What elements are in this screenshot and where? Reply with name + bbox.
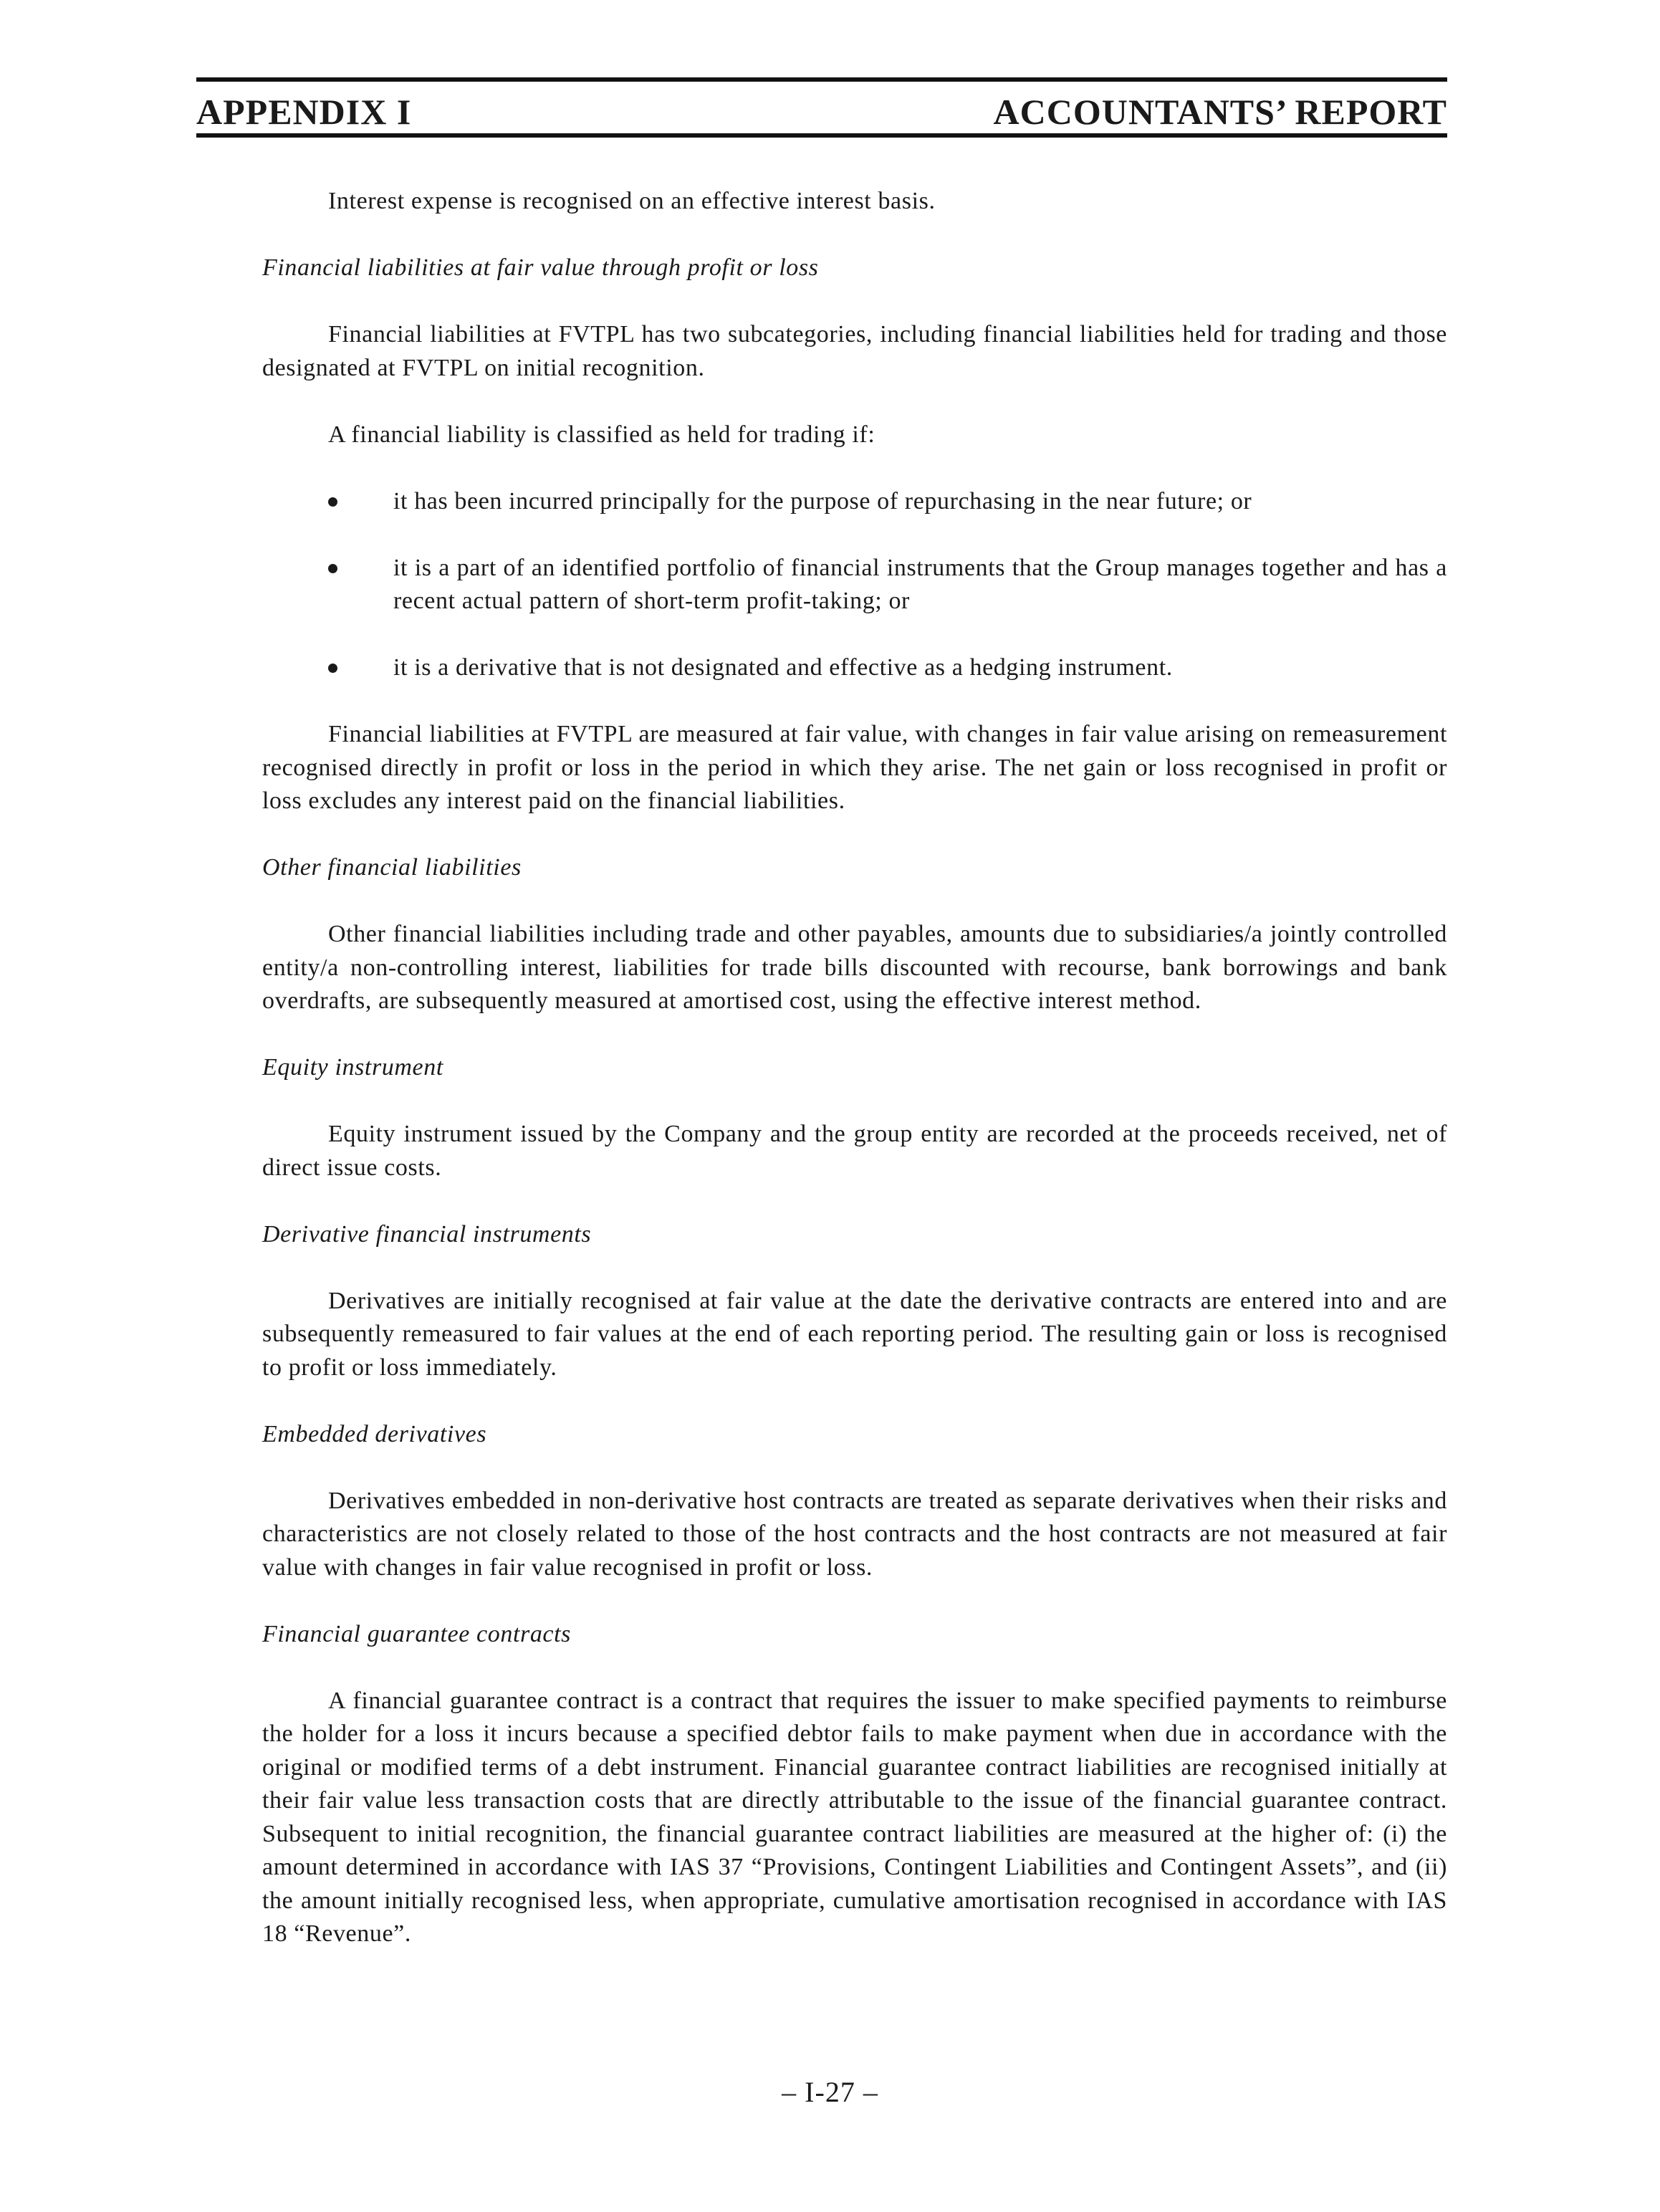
list-item	[262, 651, 1447, 685]
heading-embedded-derivatives: Embedded derivatives	[262, 1420, 487, 1447]
bullet-icon	[328, 664, 337, 673]
heading-derivative-instruments: Derivative financial instruments	[262, 1220, 592, 1248]
list-item-text: it is a part of an identified portfolio of financial instruments that the Group manages together and has a recent actual pattern of short-term profit-taking; or	[393, 554, 1447, 614]
paragraph-fvtpl-measured: Financial liabilities at FVTPL are measured at fair value, with changes in fair value arising on remeasurement recognised directly in profit or loss in the period in which they arise. The net gain or loss recognised in profit or loss excludes any interest paid on the financial liabilities.	[262, 721, 1447, 814]
heading-other-financial-liabilities: Other financial liabilities	[262, 854, 522, 881]
paragraph-fvtpl-subcategories: Financial liabilities at FVTPL has two subcategories, including financial liabilities held for trading and those designated at FVTPL on initial recognition.	[262, 321, 1447, 381]
paragraph-other-financial-liabilities: Other financial liabilities including trade and other payables, amounts due to subsidiaries/a jointly controlled entity/a non-controlling interest, liabilities for trade bills discounted with recourse, bank borrowings and bank overdrafts, are subsequently measured at amortised cost, using the effective interest method.	[262, 921, 1447, 1014]
page-header	[196, 77, 1447, 138]
paragraph-derivative-instruments: Derivatives are initially recognised at fair value at the date the derivative contracts are entered into and are subsequently remeasured to fair values at the end of each reporting period. The resulting gain or loss is recognised to profit or loss immediately.	[262, 1287, 1447, 1381]
list-item	[262, 552, 1447, 618]
paragraph-interest-expense: Interest expense is recognised on an effective interest basis.	[328, 188, 936, 214]
paragraph-embedded-derivatives: Derivatives embedded in non-derivative host contracts are treated as separate derivatives when their risks and characteristics are not closely related to those of the host contracts and the host contracts are not measured at fair value with changes in fair value recognised in profit or loss.	[262, 1487, 1447, 1581]
paragraph-held-for-trading: A financial liability is classified as held for trading if:	[328, 421, 875, 448]
list-item	[262, 485, 1447, 519]
bullet-icon	[328, 564, 337, 573]
document-body	[262, 185, 1447, 1984]
list-item-text: it has been incurred principally for the purpose of repurchasing in the near future; or	[393, 487, 1252, 514]
list-item-text: it is a derivative that is not designated and effective as a hedging instrument.	[393, 654, 1173, 681]
bullet-icon	[328, 497, 337, 507]
heading-financial-guarantee: Financial guarantee contracts	[262, 1620, 571, 1647]
appendix-title: APPENDIX I	[196, 92, 412, 132]
heading-fvtpl: Financial liabilities at fair value through profit or loss	[262, 254, 819, 281]
page-number: – I-27 –	[782, 2076, 878, 2108]
heading-equity-instrument: Equity instrument	[262, 1054, 443, 1081]
report-title: ACCOUNTANTS’ REPORT	[993, 92, 1447, 132]
paragraph-equity-instrument: Equity instrument issued by the Company and the group entity are recorded at the proceeds received, net of direct issue costs.	[262, 1121, 1447, 1181]
held-for-trading-list	[262, 485, 1447, 685]
paragraph-financial-guarantee: A financial guarantee contract is a contract that requires the issuer to make specified payments to reimburse the holder for a loss it incurs because a specified debtor fails to make payment when due in accordance with the original or modified terms of a debt instrument. Financial guarantee contract liabilities are recognised initially at their fair value less transaction costs that are directly attributable to the issue of the financial guarantee contract. Subsequent to initial recognition, the financial guarantee contract liabilities are measured at the higher of: (i) the amount determined in accordance with IAS 37 “Provisions, Contingent Liabilities and Contingent Assets”, and (ii) the amount initially recognised less, when appropriate, cumulative amortisation recognised in accordance with IAS 18 “Revenue”.	[262, 1687, 1447, 1947]
